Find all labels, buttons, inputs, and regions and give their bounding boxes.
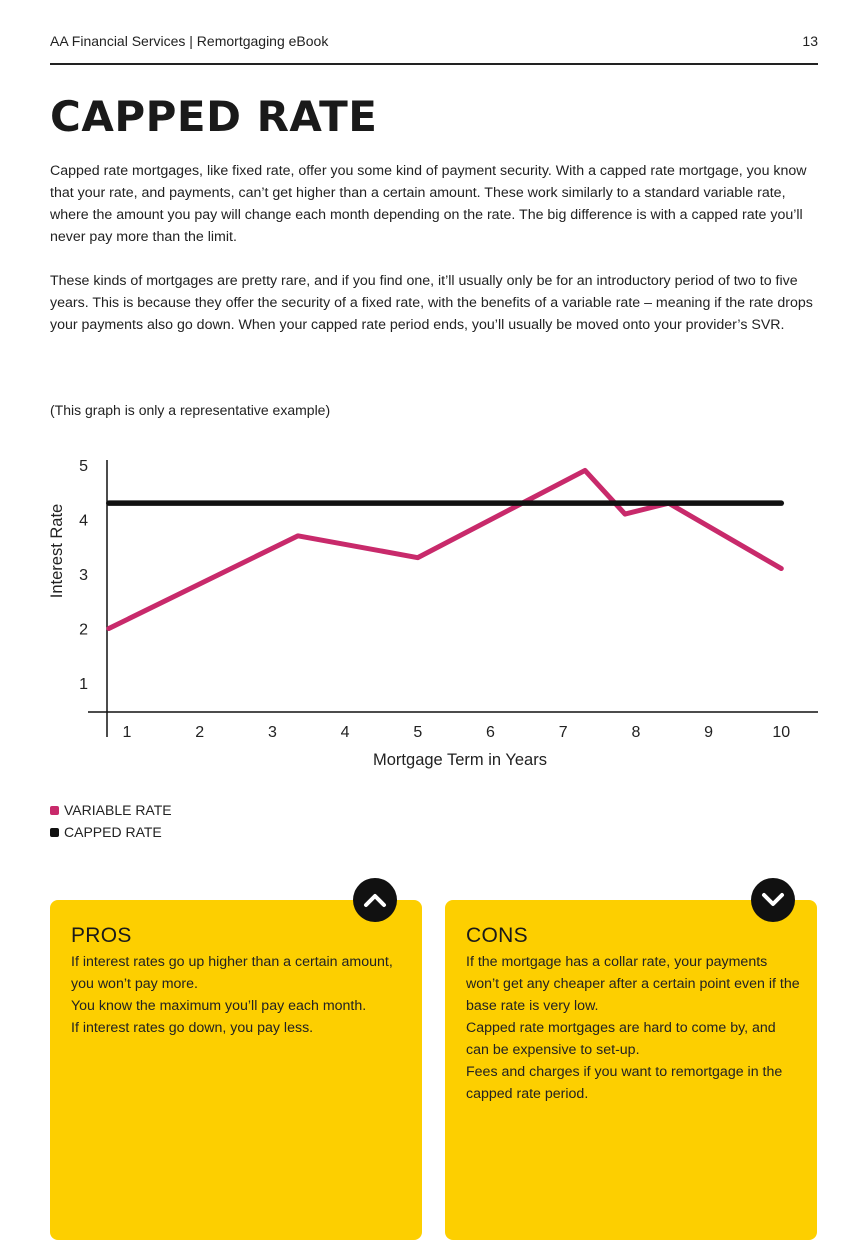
graph-note: (This graph is only a representative example) bbox=[50, 402, 331, 418]
header-title: AA Financial Services | Remortgaging eBook bbox=[50, 33, 329, 49]
x-tick-label: 3 bbox=[267, 724, 277, 741]
pros-item: You know the maximum you’ll pay each month. bbox=[71, 998, 367, 1014]
chevron-down-icon bbox=[751, 878, 795, 922]
x-tick-label: 6 bbox=[486, 724, 495, 741]
legend-swatch-capped bbox=[50, 828, 59, 837]
x-tick-label: 9 bbox=[704, 724, 714, 741]
x-tick-label: 1 bbox=[122, 724, 132, 741]
cons-list bbox=[466, 951, 801, 1105]
x-tick-label: 4 bbox=[340, 724, 350, 741]
legend-item-variable-rate bbox=[50, 799, 172, 821]
page-title: CAPPED RATE bbox=[50, 92, 378, 141]
y-tick-label: 4 bbox=[79, 512, 88, 530]
interest-rate-chart bbox=[40, 450, 830, 780]
pros-title: PROS bbox=[71, 924, 132, 947]
pros-item: If interest rates go up higher than a certain amount, you won’t pay more. bbox=[71, 954, 393, 992]
legend-swatch-variable bbox=[50, 806, 59, 815]
intro-paragraph-1: Capped rate mortgages, like fixed rate, offer you some kind of payment security. With a capped rate mortgage, you know that your rate, and payments, can’t get higher than a certain amount. These work similarly to a standard variable rate, where the amount you pay will change each month depending on the rate. The big difference is with a capped rate you’ll never pay more than the limit. bbox=[50, 163, 807, 245]
cons-item: Capped rate mortgages are hard to come by, and can be expensive to set-up. bbox=[466, 1020, 776, 1058]
x-tick-label: 10 bbox=[772, 724, 791, 741]
header-divider bbox=[50, 63, 818, 65]
x-tick-label: 8 bbox=[631, 724, 641, 741]
x-tick-label: 2 bbox=[195, 724, 205, 741]
chart-legend bbox=[50, 799, 172, 843]
chevron-up-icon bbox=[353, 878, 397, 922]
legend-label-variable: VARIABLE RATE bbox=[64, 802, 172, 818]
intro-paragraph-2: These kinds of mortgages are pretty rare, and if you find one, it’ll usually only be for an introductory period of two to five years. This is because they offer the security of a fixed rate, with the benefits of a variable rate – meaning if the rate drops your payments also go down. When your capped rate period ends, you’ll usually be moved onto your provider’s SVR. bbox=[50, 273, 813, 333]
y-axis-label: Interest Rate bbox=[48, 503, 66, 599]
legend-label-capped: CAPPED RATE bbox=[64, 824, 162, 840]
pros-item: If interest rates go down, you pay less. bbox=[71, 1020, 314, 1036]
x-axis-label: Mortgage Term in Years bbox=[373, 751, 547, 769]
cons-item: If the mortgage has a collar rate, your payments won’t get any cheaper after a certain point even if the base rate is very low. bbox=[466, 954, 800, 1014]
x-tick-label: 5 bbox=[413, 724, 423, 741]
page-header bbox=[50, 33, 818, 49]
x-tick-label: 7 bbox=[558, 724, 568, 741]
variable-rate-line bbox=[109, 470, 781, 628]
cons-item: Fees and charges if you want to remortgage in the capped rate period. bbox=[466, 1064, 783, 1102]
y-tick-label: 2 bbox=[79, 621, 88, 639]
y-tick-label: 1 bbox=[79, 676, 88, 693]
pros-card bbox=[50, 900, 422, 1240]
pros-list bbox=[71, 951, 406, 1039]
y-tick-label: 5 bbox=[79, 458, 88, 475]
cons-title: CONS bbox=[466, 924, 528, 947]
cons-card bbox=[445, 900, 817, 1240]
legend-item-capped-rate bbox=[50, 821, 172, 843]
y-tick-label: 3 bbox=[79, 567, 88, 584]
page-number: 13 bbox=[802, 33, 818, 49]
